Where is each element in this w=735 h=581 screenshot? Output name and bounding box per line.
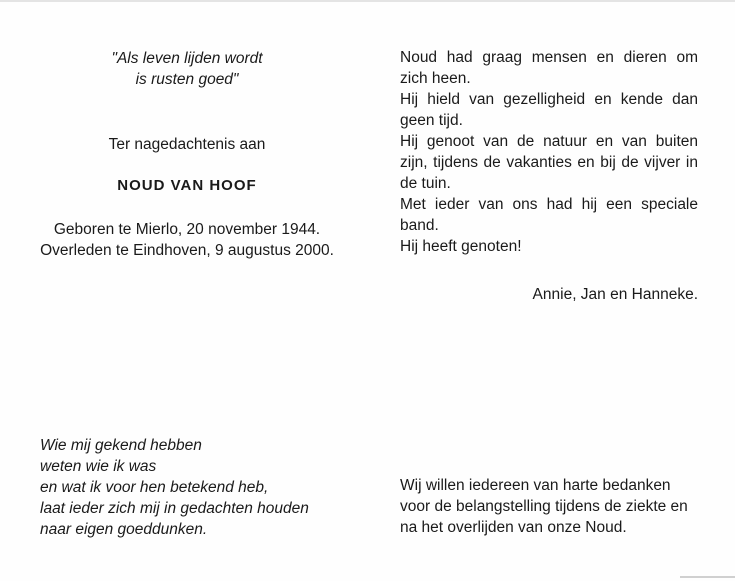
thanks-line: na het overlijden van onze Noud. — [400, 519, 627, 536]
deceased-name-block — [60, 175, 314, 196]
family-signature — [470, 284, 698, 305]
scan-edge-top — [0, 0, 735, 2]
dedication-text — [60, 134, 314, 155]
text-line: Hij genoot van de natuur en van buiten — [400, 133, 698, 150]
text-line: Hij heeft genoten! — [400, 238, 522, 255]
text-line: band. — [400, 217, 439, 234]
text-line: Noud had graag mensen en dieren om — [400, 49, 698, 66]
opening-quote — [80, 48, 294, 90]
poem-line: Wie mij gekend hebben — [40, 437, 202, 454]
signature-text: Annie, Jan en Hanneke. — [532, 286, 698, 303]
dedication-label: Ter nagedachtenis aan — [108, 136, 266, 153]
deceased-name: NOUD VAN HOOF — [117, 177, 257, 194]
text-line: Met ieder van ons had hij een speciale — [400, 196, 698, 213]
remembrance-text — [400, 47, 698, 257]
poem-line: en wat ik voor hen betekend heb, — [40, 479, 269, 496]
thanks-line: voor de belangstelling tijdens de ziekte en — [400, 498, 688, 515]
text-line: de tuin. — [400, 175, 451, 192]
poem-line: laat ieder zich mij in gedachten houden — [40, 500, 309, 517]
text-line: zijn, tijdens de vakanties en bij de vijver in — [400, 154, 698, 171]
birth-line: Geboren te Mierlo, 20 november 1944. — [53, 221, 321, 238]
death-line: Overleden te Eindhoven, 9 augustus 2000. — [40, 242, 334, 259]
poem — [40, 435, 340, 540]
scan-edge-bottom — [680, 576, 735, 578]
poem-line: naar eigen goeddunken. — [40, 521, 208, 538]
quote-line: is rusten goed" — [135, 71, 239, 88]
text-line: zich heen. — [400, 70, 471, 87]
life-dates — [30, 219, 344, 261]
poem-line: weten wie ik was — [40, 458, 157, 475]
quote-line: "Als leven lijden wordt — [111, 50, 263, 67]
thank-you-text — [400, 475, 700, 538]
text-line: geen tijd. — [400, 112, 463, 129]
thanks-line: Wij willen iedereen van harte bedanken — [400, 477, 671, 494]
text-line: Hij hield van gezelligheid en kende dan — [400, 91, 698, 108]
